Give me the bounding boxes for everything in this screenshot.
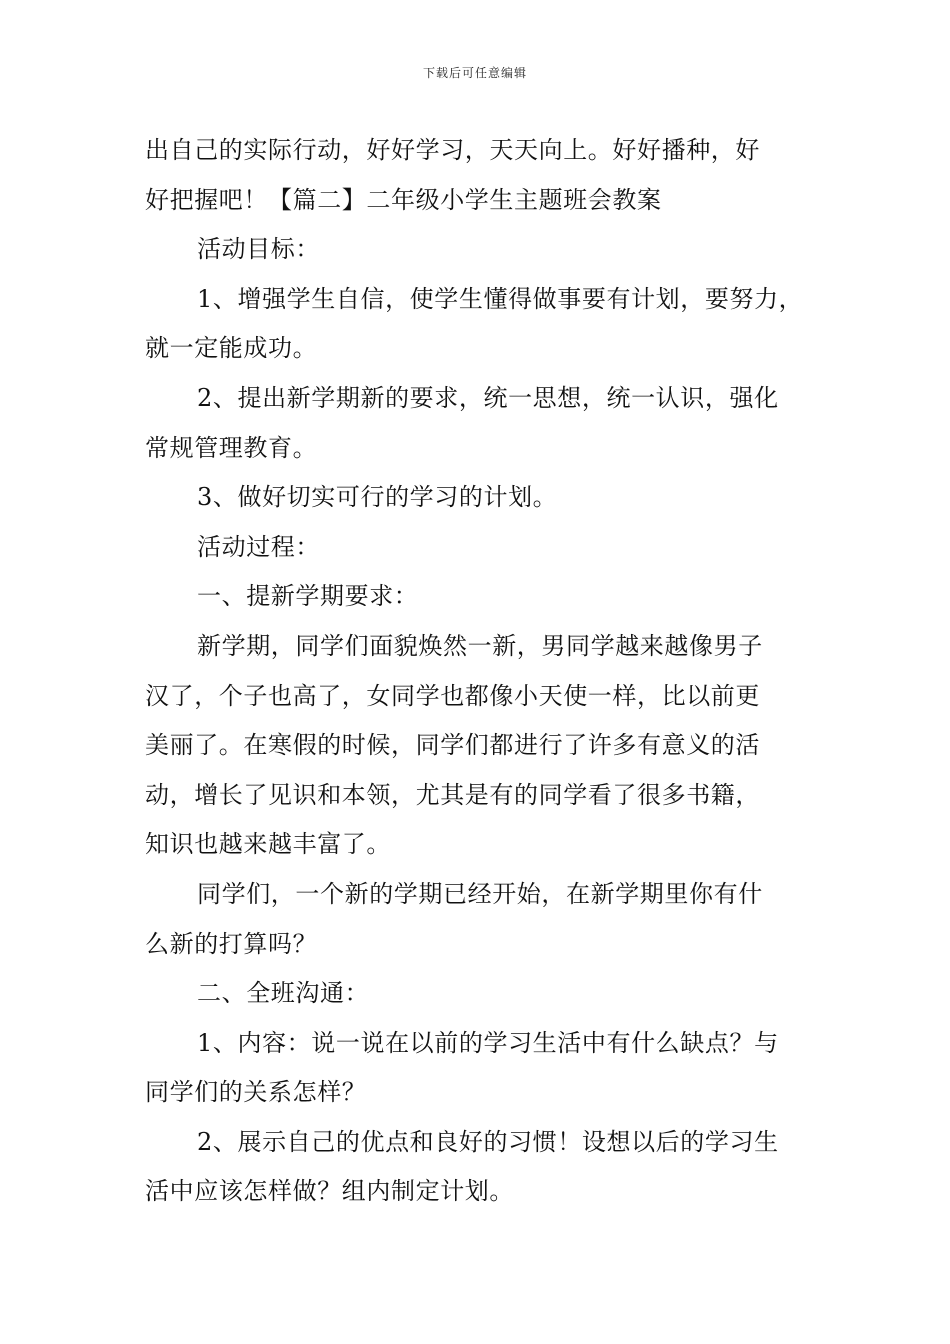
text-line: 好把握吧！【篇二】二年级小学生主题班会教案 [145,185,662,214]
text-line: 么新的打算吗？ [145,929,318,958]
text-line: 同学们的关系怎样？ [145,1078,367,1107]
text-line: 同学们，一个新的学期已经开始，在新学期里你有什 [197,879,763,908]
text-line: 活动过程： [197,532,320,561]
text-line: 3、做好切实可行的学习的计划。 [197,483,558,512]
text-line: 一、提新学期要求： [197,582,419,611]
text-line: 新学期，同学们面貌焕然一新，男同学越来越像男子 [197,631,763,660]
text-line: 活动目标： [197,235,320,264]
text-line: 常规管理教育。 [145,433,318,462]
text-line: 2、展示自己的优点和良好的习惯！设想以后的学习生 [197,1127,779,1156]
text-line: 就一定能成功。 [145,334,318,363]
document-body [145,126,809,1217]
text-line: 二、全班沟通： [197,979,370,1008]
text-line: 美丽了。在寒假的时候，同学们都进行了许多有意义的活 [145,731,760,760]
text-line: 动，增长了见识和本领，尤其是有的同学看了很多书籍， [145,780,760,809]
text-line: 1、内容：说一说在以前的学习生活中有什么缺点？与 [197,1028,779,1057]
text-line: 知识也越来越丰富了。 [145,830,391,859]
text-line: 汉了，个子也高了，女同学也都像小天使一样，比以前更 [145,681,760,710]
text-line: 2、提出新学期新的要求，统一思想，统一认识，强化 [197,383,779,412]
text-line: 活中应该怎样做？组内制定计划。 [145,1177,514,1206]
text-line: 1、增强学生自信，使学生懂得做事要有计划，要努力， [197,284,804,313]
text-line: 出自己的实际行动，好好学习，天天向上。好好播种，好 [145,136,760,164]
page-header: 下载后可任意编辑 [422,66,527,80]
